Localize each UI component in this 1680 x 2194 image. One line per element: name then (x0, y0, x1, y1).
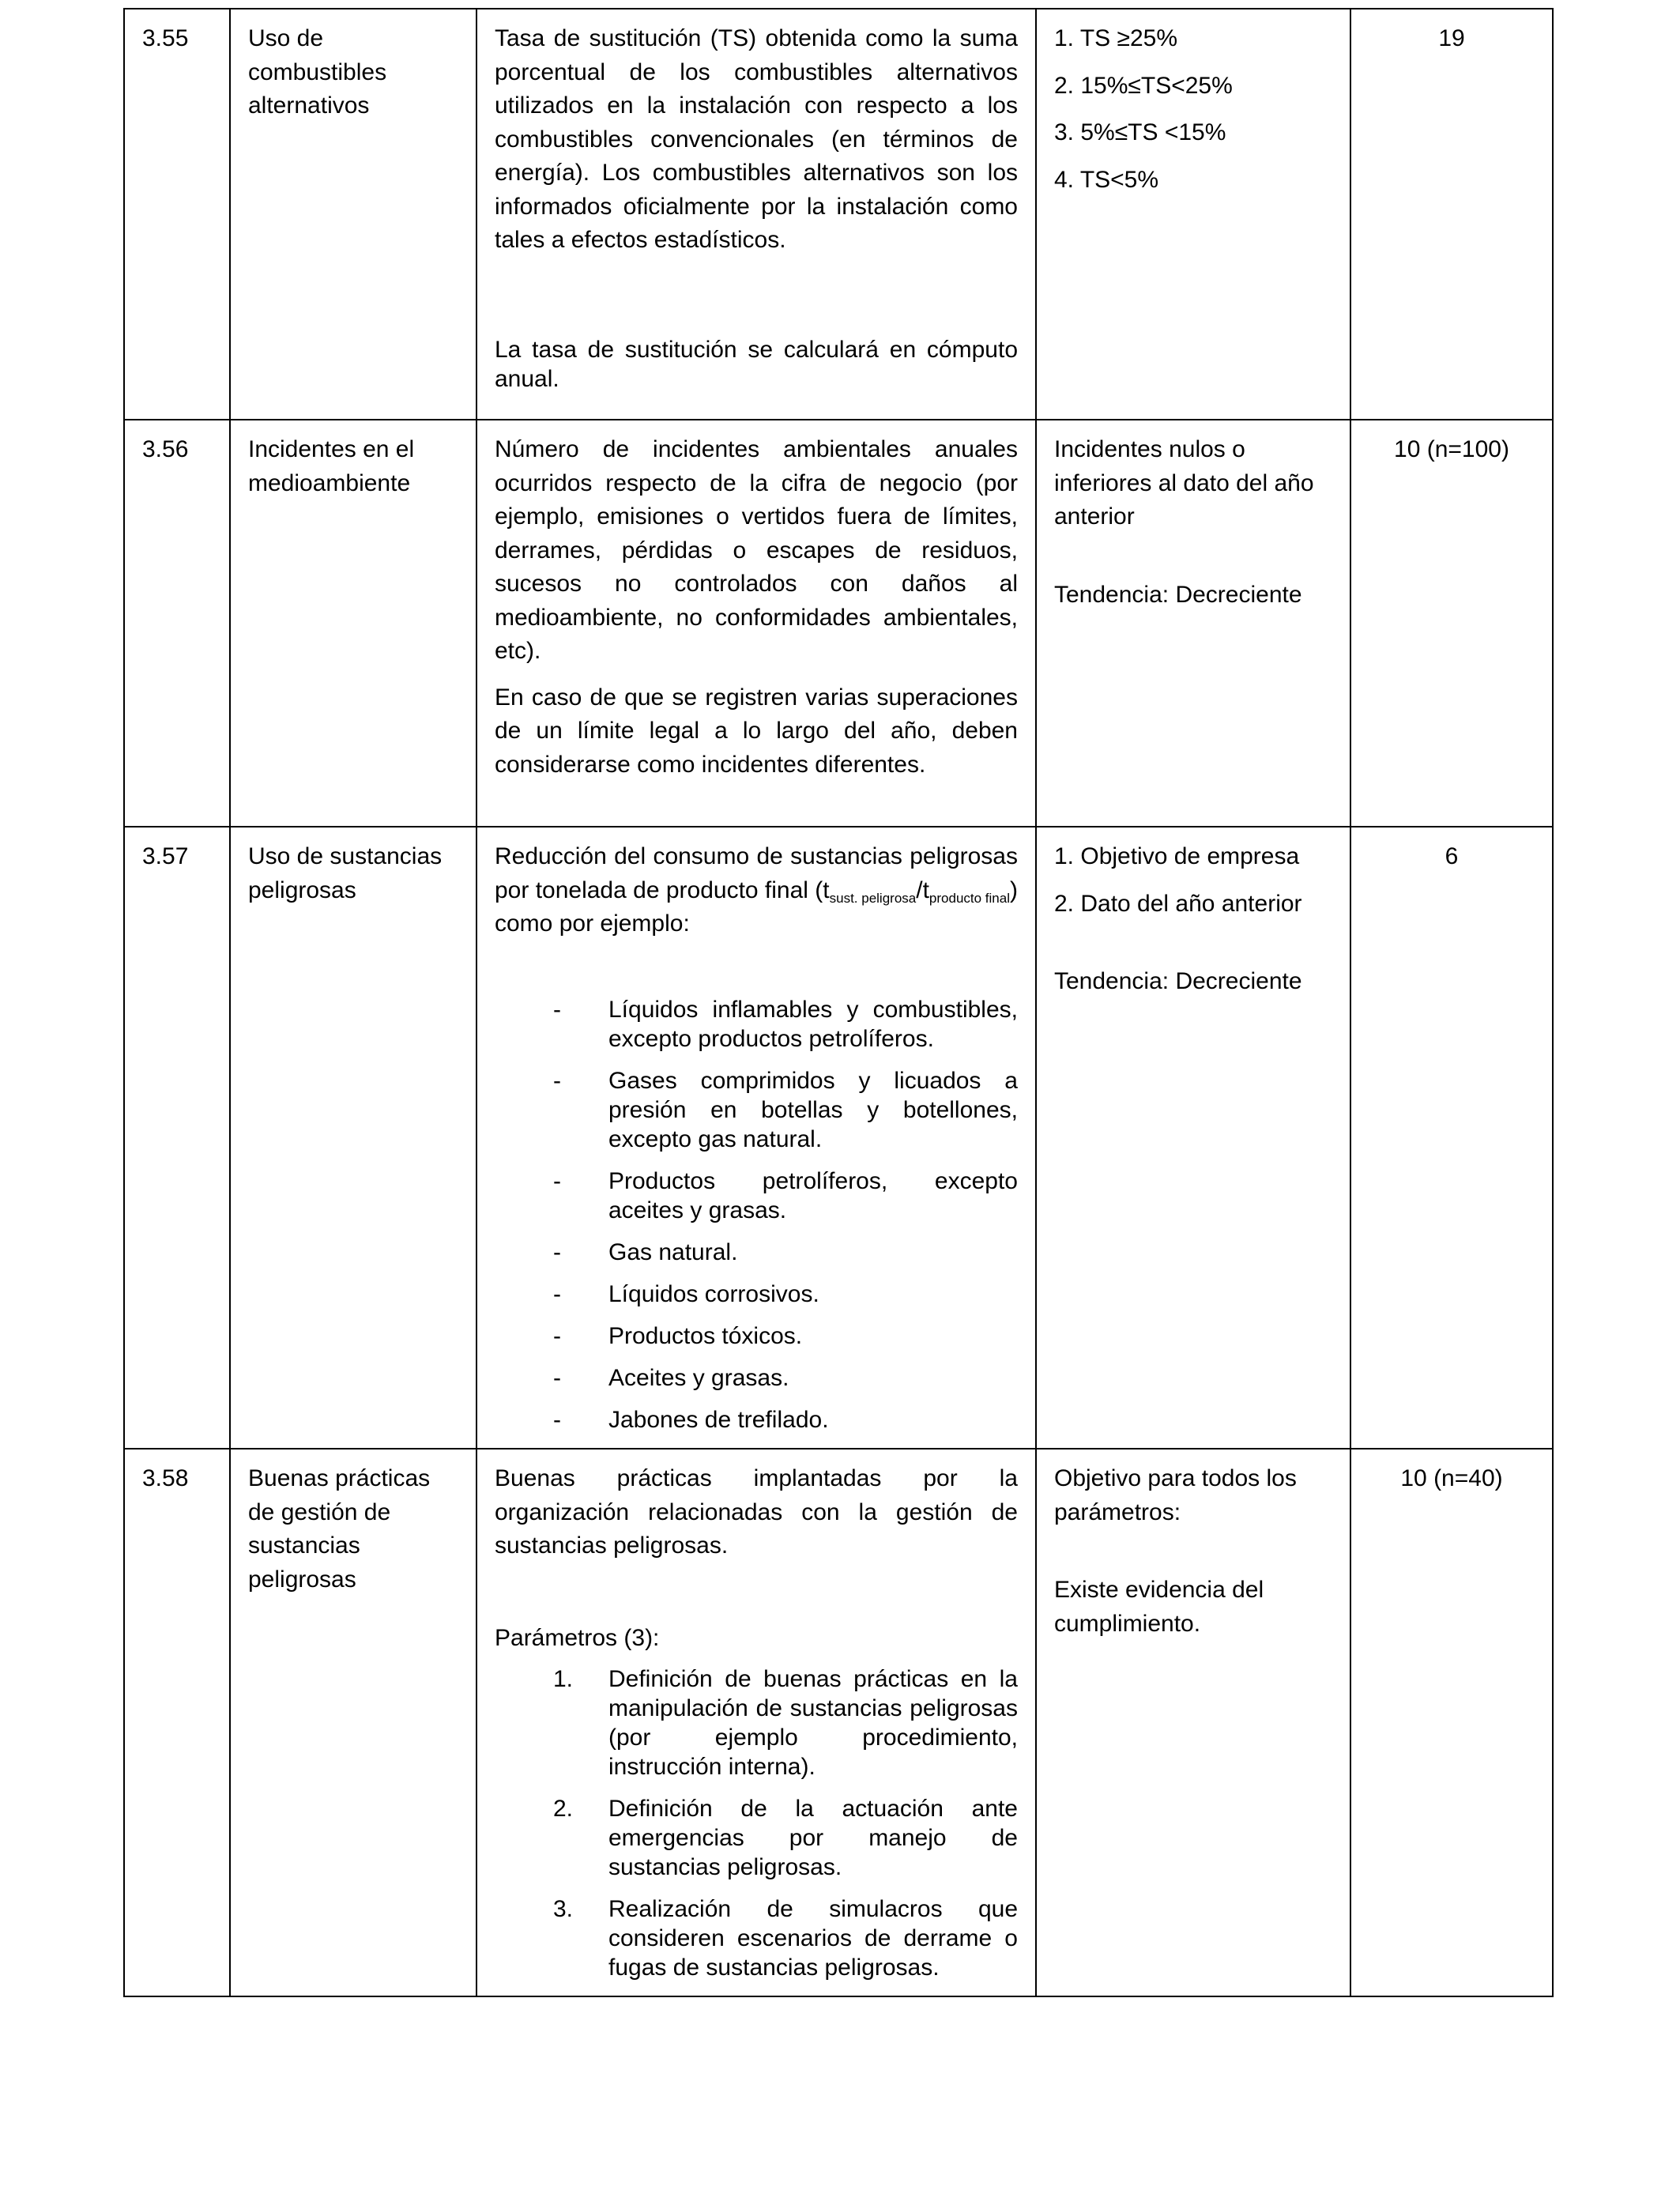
list-item-text: Jabones de trefilado. (608, 1406, 829, 1433)
description-text: Reducción del consumo de sustancias peligrosas por tonelada de producto final (t (495, 843, 1018, 903)
description-text: ) como por ejemplo: (495, 876, 1018, 937)
list-item (495, 1280, 1018, 1309)
criterion-points: 10 (n=40) (1350, 1449, 1553, 1996)
list-item (495, 1405, 1018, 1434)
criterion-points: 6 (1350, 827, 1553, 1449)
table-row (124, 1449, 1553, 1996)
list-item-text: Gases comprimidos y licuados a presión en botellas y botellones, excepto gas natural. (608, 1067, 1018, 1152)
list-marker: - (553, 1322, 561, 1349)
parameters-heading: Parámetros (3): (495, 1624, 660, 1651)
list-item (495, 1794, 1018, 1882)
list-number: 1. (553, 1666, 574, 1692)
description-text: /t (916, 876, 929, 903)
list-item (495, 1894, 1018, 1982)
table-row (124, 420, 1553, 827)
evidence-line: Existe evidencia del cumplimiento. (1054, 1577, 1264, 1637)
value-line: 4. TS<5% (1054, 166, 1159, 193)
list-item (495, 1238, 1018, 1267)
list-marker: - (553, 1406, 561, 1433)
criterion-description (477, 1449, 1036, 1996)
list-item (495, 1363, 1018, 1393)
trend-line: Tendencia: Decreciente (1054, 968, 1302, 994)
criterion-code: 3.57 (124, 827, 230, 1449)
list-item (495, 1066, 1018, 1154)
table-row (124, 827, 1553, 1449)
list-item-text: Productos petrolíferos, excepto aceites y grasas. (608, 1167, 1018, 1223)
criterion-description (477, 9, 1036, 420)
criterion-description (477, 420, 1036, 827)
description-paragraph: Tasa de sustitución (TS) obtenida como la suma porcentual de los combustibles alternativos utilizados en la instalación con respecto a los combustibles convencionales (en términos de energía). Los combustibles alternativos son los informados oficialmente por la instalación como tales a efectos estadísticos. (495, 25, 1018, 253)
list-item-text: Productos tóxicos. (608, 1322, 803, 1349)
list-item-text: Aceites y grasas. (608, 1364, 789, 1391)
list-item-text: Definición de la actuación ante emergencias por manejo de sustancias peligrosas. (608, 1796, 1018, 1880)
list-item (495, 995, 1018, 1054)
value-line: 2. 15%≤TS<25% (1054, 72, 1233, 99)
value-line: 1. TS ≥25% (1054, 25, 1177, 51)
criterion-code: 3.58 (124, 1449, 230, 1996)
criterion-description (477, 827, 1036, 1449)
table-row (124, 9, 1553, 420)
unit-subscript: producto final (929, 890, 1010, 906)
criterion-values (1036, 9, 1350, 420)
list-item-text: Gas natural. (608, 1238, 738, 1265)
criterion-code: 3.56 (124, 420, 230, 827)
list-item-text: Líquidos inflamables y combustibles, excepto productos petrolíferos. (608, 996, 1018, 1052)
criterion-values (1036, 420, 1350, 827)
criterion-name: Uso de combustibles alternativos (230, 9, 477, 420)
value-line: Objetivo para todos los parámetros: (1054, 1465, 1297, 1525)
criterion-points: 10 (n=100) (1350, 420, 1553, 827)
trend-line: Tendencia: Decreciente (1054, 581, 1302, 608)
criterion-points: 19 (1350, 9, 1553, 420)
criterion-name: Incidentes en el medioambiente (230, 420, 477, 827)
list-marker: - (553, 996, 561, 1023)
list-item-text: Definición de buenas prácticas en la manipulación de sustancias peligrosas (por ejemplo procedimiento, instrucción interna). (608, 1666, 1018, 1780)
criterion-code: 3.55 (124, 9, 230, 420)
list-number: 2. (553, 1796, 574, 1822)
unit-subscript: sust. peligrosa (829, 890, 917, 906)
list-marker: - (553, 1238, 561, 1265)
criterion-values (1036, 1449, 1350, 1996)
list-item (495, 1664, 1018, 1781)
list-item (495, 1321, 1018, 1351)
list-marker: - (553, 1364, 561, 1391)
list-item-text: Realización de simulacros que consideren escenarios de derrame o fugas de sustancias peligrosas. (608, 1896, 1018, 1981)
parameters-list (495, 1664, 1018, 1982)
value-line: Incidentes nulos o inferiores al dato del año anterior (1054, 436, 1314, 530)
value-line: 3. 5%≤TS <15% (1054, 119, 1226, 145)
list-number: 3. (553, 1896, 574, 1922)
description-paragraph (495, 840, 1018, 941)
description-paragraph: La tasa de sustitución se calculará en cómputo anual. (495, 336, 1018, 392)
criteria-table (123, 8, 1554, 1997)
list-item-text: Líquidos corrosivos. (608, 1280, 819, 1307)
criterion-name: Buenas prácticas de gestión de sustancias peligrosas (230, 1449, 477, 1996)
value-line: 1. Objetivo de empresa (1054, 843, 1300, 869)
description-paragraph: Número de incidentes ambientales anuales ocurridos respecto de la cifra de negocio (por ejemplo, emisiones o vertidos fuera de límites, derrames, pérdidas o escapes de residuos, sucesos no controlados con daños al medioambiente, no conformidades ambientales, etc). (495, 436, 1018, 664)
criterion-name: Uso de sustancias peligrosas (230, 827, 477, 1449)
list-item (495, 1167, 1018, 1225)
criterion-values (1036, 827, 1350, 1449)
list-marker: - (553, 1280, 561, 1307)
description-paragraph: Buenas prácticas implantadas por la organización relacionadas con la gestión de sustancias peligrosas. (495, 1465, 1018, 1559)
value-line: 2. Dato del año anterior (1054, 890, 1302, 917)
list-marker: - (553, 1067, 561, 1094)
description-paragraph: En caso de que se registren varias superaciones de un límite legal a lo largo del año, deben considerarse como incidentes diferentes. (495, 684, 1018, 778)
substance-list (495, 995, 1018, 1434)
list-marker: - (553, 1167, 561, 1194)
